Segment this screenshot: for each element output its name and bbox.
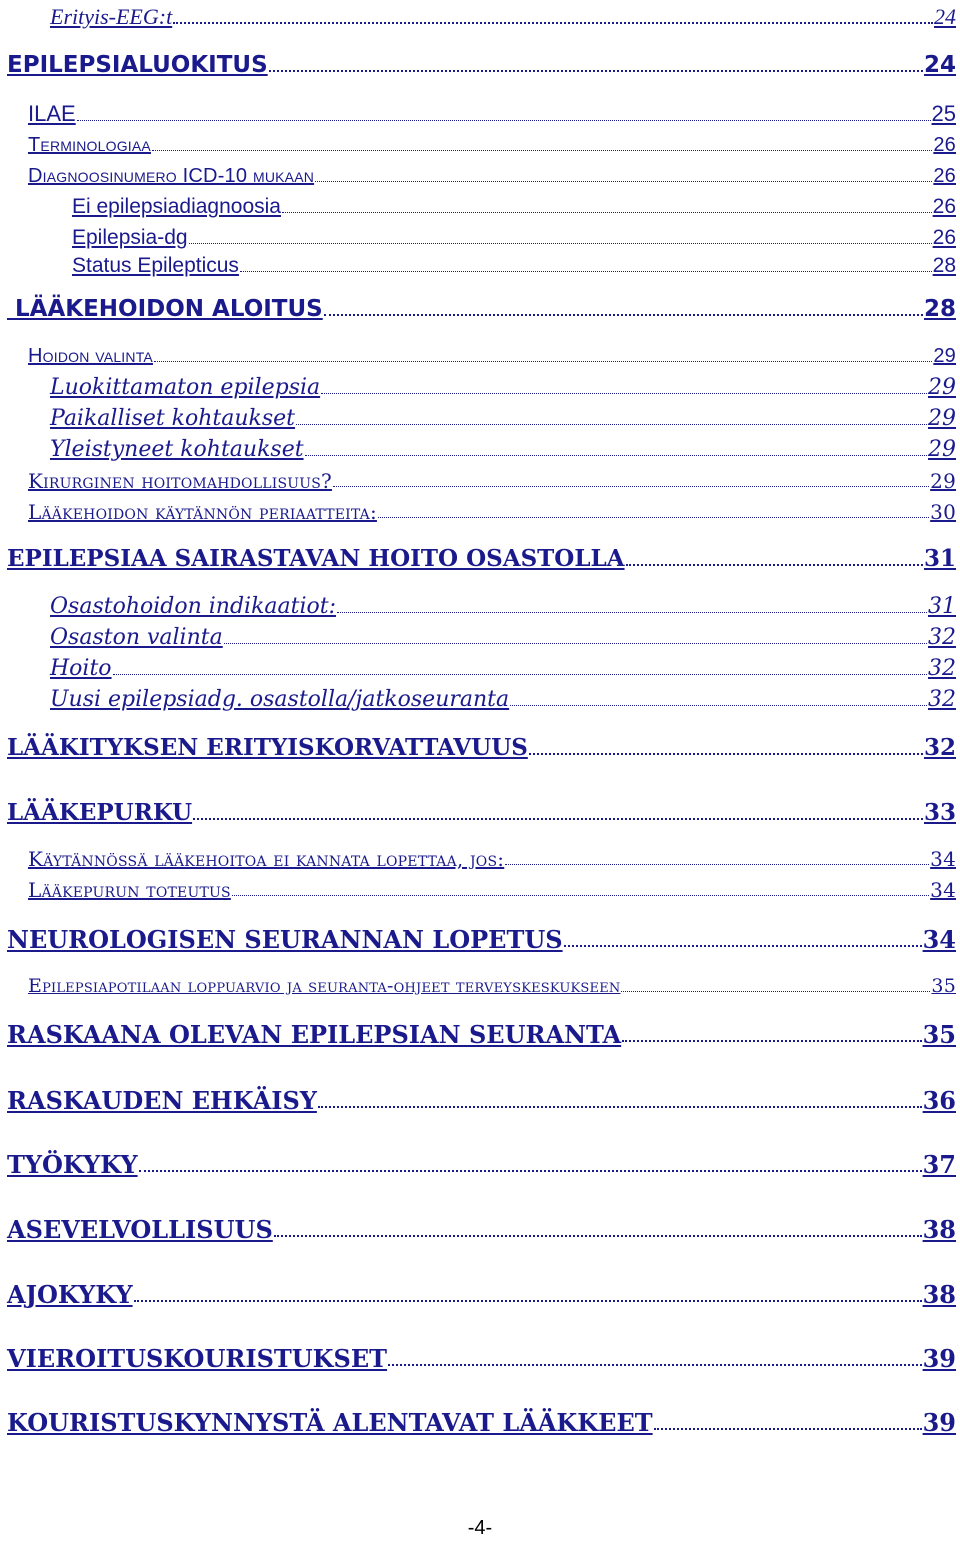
toc-page-number: 37: [922, 1150, 956, 1179]
toc-page-number: 34: [922, 925, 956, 954]
page-number-footer: -4-: [467, 1517, 493, 1539]
toc-entry[interactable]: [50, 4, 956, 30]
toc-entry[interactable]: [7, 1215, 956, 1244]
toc-entry-label: Epilepsia-dg: [72, 226, 188, 249]
toc-entry-label: RASKAANA OLEVAN EPILEPSIAN SEURANTA: [7, 1020, 622, 1049]
toc-entry-label: ASEVELVOLLISUUS: [7, 1215, 273, 1244]
toc-entry[interactable]: [28, 469, 956, 493]
toc-leader: [152, 139, 932, 151]
toc-entry[interactable]: [7, 1280, 956, 1309]
toc-leader: [324, 301, 923, 316]
toc-leader: [240, 260, 932, 273]
toc-leader: [193, 805, 923, 820]
toc-page-number: 29: [928, 375, 956, 400]
toc-entry[interactable]: [28, 165, 956, 188]
toc-entry-label: Diagnoosinumero ICD-10 mukaan: [28, 165, 315, 187]
toc-page-number: 26: [932, 226, 956, 249]
toc-page-number: 25: [931, 101, 956, 126]
toc-entry[interactable]: [7, 296, 956, 322]
toc-leader: [305, 443, 927, 456]
toc-entry[interactable]: [7, 1020, 956, 1049]
toc-leader: [154, 350, 932, 362]
toc-page-number: 24: [923, 52, 956, 78]
toc-page-number: 39: [922, 1408, 956, 1437]
toc-leader: [134, 1287, 922, 1302]
toc-page-number: 34: [930, 878, 956, 902]
toc-leader: [510, 693, 927, 706]
toc-entry[interactable]: [50, 656, 956, 681]
toc-entry[interactable]: [7, 1344, 956, 1373]
toc-entry-label: LÄÄKEHOIDON ALOITUS: [7, 296, 323, 322]
toc-leader: [621, 980, 930, 991]
toc-entry-label: NEUROLOGISEN SEURANNAN LOPETUS: [7, 925, 563, 954]
toc-entry-label: EPILEPSIAA SAIRASTAVAN HOITO OSASTOLLA: [7, 545, 625, 572]
toc-entry[interactable]: [7, 734, 956, 761]
toc-entry-label: AJOKYKY: [7, 1280, 133, 1309]
toc-entry[interactable]: [7, 1150, 956, 1179]
toc-entry[interactable]: [7, 545, 956, 572]
toc-leader: [378, 506, 929, 518]
toc-page-number: 26: [933, 134, 956, 156]
toc-page-number: 24: [934, 4, 956, 29]
toc-page-number: 31: [923, 545, 956, 572]
toc-leader: [139, 1157, 922, 1172]
toc-leader: [282, 201, 932, 214]
toc-page-number: 32: [928, 656, 956, 681]
toc-leader: [337, 600, 927, 613]
toc-page-number: 35: [931, 975, 956, 997]
toc-leader: [189, 232, 932, 245]
toc-entry-label: Epilepsiapotilaan loppuarvio ja seuranta-ohjeet terveyskeskukseen: [28, 975, 621, 997]
toc-entry[interactable]: [28, 500, 956, 524]
toc-page-number: 32: [923, 734, 956, 761]
toc-entry[interactable]: [50, 375, 956, 400]
toc-page-number: 31: [928, 594, 956, 619]
toc-leader: [318, 1093, 922, 1108]
toc-leader: [77, 108, 931, 121]
toc-entry-label: TYÖKYKY: [7, 1150, 138, 1179]
toc-entry-label: LÄÄKEPURKU: [7, 799, 193, 826]
toc-entry-label: Yleistyneet kohtaukset: [50, 437, 304, 462]
toc-entry-label: Osastohoidon indikaatiot:: [50, 594, 337, 619]
toc-entry[interactable]: [72, 254, 956, 278]
toc-entry-label: Hoito: [50, 656, 112, 681]
toc-entry-label: KOURISTUSKYNNYSTÄ ALENTAVAT LÄÄKKEET: [7, 1408, 653, 1437]
toc-page-number: 36: [922, 1086, 956, 1115]
toc-leader: [626, 551, 923, 566]
toc-entry[interactable]: [50, 625, 956, 650]
toc-page-number: 38: [922, 1215, 956, 1244]
toc-page-number: 26: [932, 195, 956, 218]
toc-entry[interactable]: [50, 406, 956, 431]
toc-entry-label: Kirurginen hoitomahdollisuus?: [28, 469, 332, 493]
toc-leader: [232, 884, 929, 896]
toc-entry-label: Lääkepurun toteutus: [28, 878, 231, 902]
toc-page-number: 38: [922, 1280, 956, 1309]
toc-leader: [654, 1415, 922, 1430]
toc-entry[interactable]: [50, 437, 956, 462]
toc-entry[interactable]: [28, 878, 956, 902]
toc-page-number: 29: [928, 406, 956, 431]
toc-entry[interactable]: [72, 195, 956, 219]
toc-leader: [173, 10, 933, 24]
toc-entry-label: Luokittamaton epilepsia: [50, 375, 321, 400]
toc-entry-label: Terminologiaa: [28, 134, 151, 156]
toc-entry[interactable]: [28, 847, 956, 871]
toc-page-number: 29: [933, 345, 956, 367]
toc-leader: [224, 631, 927, 644]
toc-entry-label: Uusi epilepsiadg. osastolla/jatkoseuranta: [50, 687, 510, 712]
toc-entry-label: Lääkehoidon käytännön periaatteita:: [28, 500, 377, 524]
toc-page-number: 32: [928, 625, 956, 650]
toc-entry[interactable]: [7, 52, 956, 78]
toc-page-number: 26: [933, 165, 956, 187]
toc-leader: [113, 662, 927, 675]
toc-entry-label: Paikalliset kohtaukset: [50, 406, 296, 431]
toc-entry-label: Ei epilepsiadiagnoosia: [72, 195, 281, 218]
toc-entry-label: ILAE: [28, 101, 76, 126]
toc-entry-label: RASKAUDEN EHKÄISY: [7, 1086, 317, 1115]
toc-page-number: 29: [930, 469, 956, 493]
toc-entry[interactable]: [72, 226, 956, 250]
toc-entry-label: VIEROITUSKOURISTUKSET: [7, 1344, 388, 1373]
toc-leader: [269, 57, 923, 72]
toc-entry-label: Osaston valinta: [50, 625, 223, 650]
toc-leader: [274, 1222, 922, 1237]
toc-page-number: 35: [922, 1020, 956, 1049]
toc-leader: [505, 853, 929, 865]
toc-page-number: 33: [923, 799, 956, 826]
toc-page-number: 29: [928, 437, 956, 462]
toc-entry-label: Erityis-EEG:t: [50, 4, 173, 29]
toc-page-number: 32: [928, 687, 956, 712]
toc-page-number: 28: [923, 296, 956, 322]
toc-entry-label: Käytännössä lääkehoitoa ei kannata lopettaa, jos:: [28, 847, 505, 871]
toc-entry[interactable]: [7, 925, 956, 954]
toc-entry[interactable]: [28, 345, 956, 368]
toc-entry[interactable]: [7, 799, 956, 826]
toc-entry[interactable]: [7, 1086, 956, 1115]
toc-page-number: 34: [930, 847, 956, 871]
toc-leader: [529, 740, 923, 755]
toc-leader: [388, 1351, 922, 1366]
toc-entry-label: Status Epilepticus: [72, 254, 239, 277]
toc-entry[interactable]: [28, 101, 956, 127]
toc-leader: [564, 932, 922, 947]
toc-entry-label: Hoidon valinta: [28, 345, 153, 367]
toc-leader: [622, 1027, 921, 1042]
toc-entry[interactable]: [28, 134, 956, 157]
toc-entry[interactable]: [28, 975, 956, 997]
toc-entry[interactable]: [7, 1408, 956, 1437]
toc-entry-label: LÄÄKITYKSEN ERITYISKORVATTAVUUS: [7, 734, 528, 761]
toc-page-number: 39: [922, 1344, 956, 1373]
toc-entry[interactable]: [50, 594, 956, 619]
toc-entry-label: EPILEPSIALUOKITUS: [7, 52, 268, 78]
toc-leader: [315, 170, 932, 182]
toc-leader: [333, 475, 929, 487]
toc-leader: [296, 412, 927, 425]
toc-page-number: 30: [930, 500, 956, 524]
toc-entry[interactable]: [50, 687, 956, 712]
toc-page-number: 28: [932, 254, 956, 277]
toc-leader: [321, 381, 927, 394]
